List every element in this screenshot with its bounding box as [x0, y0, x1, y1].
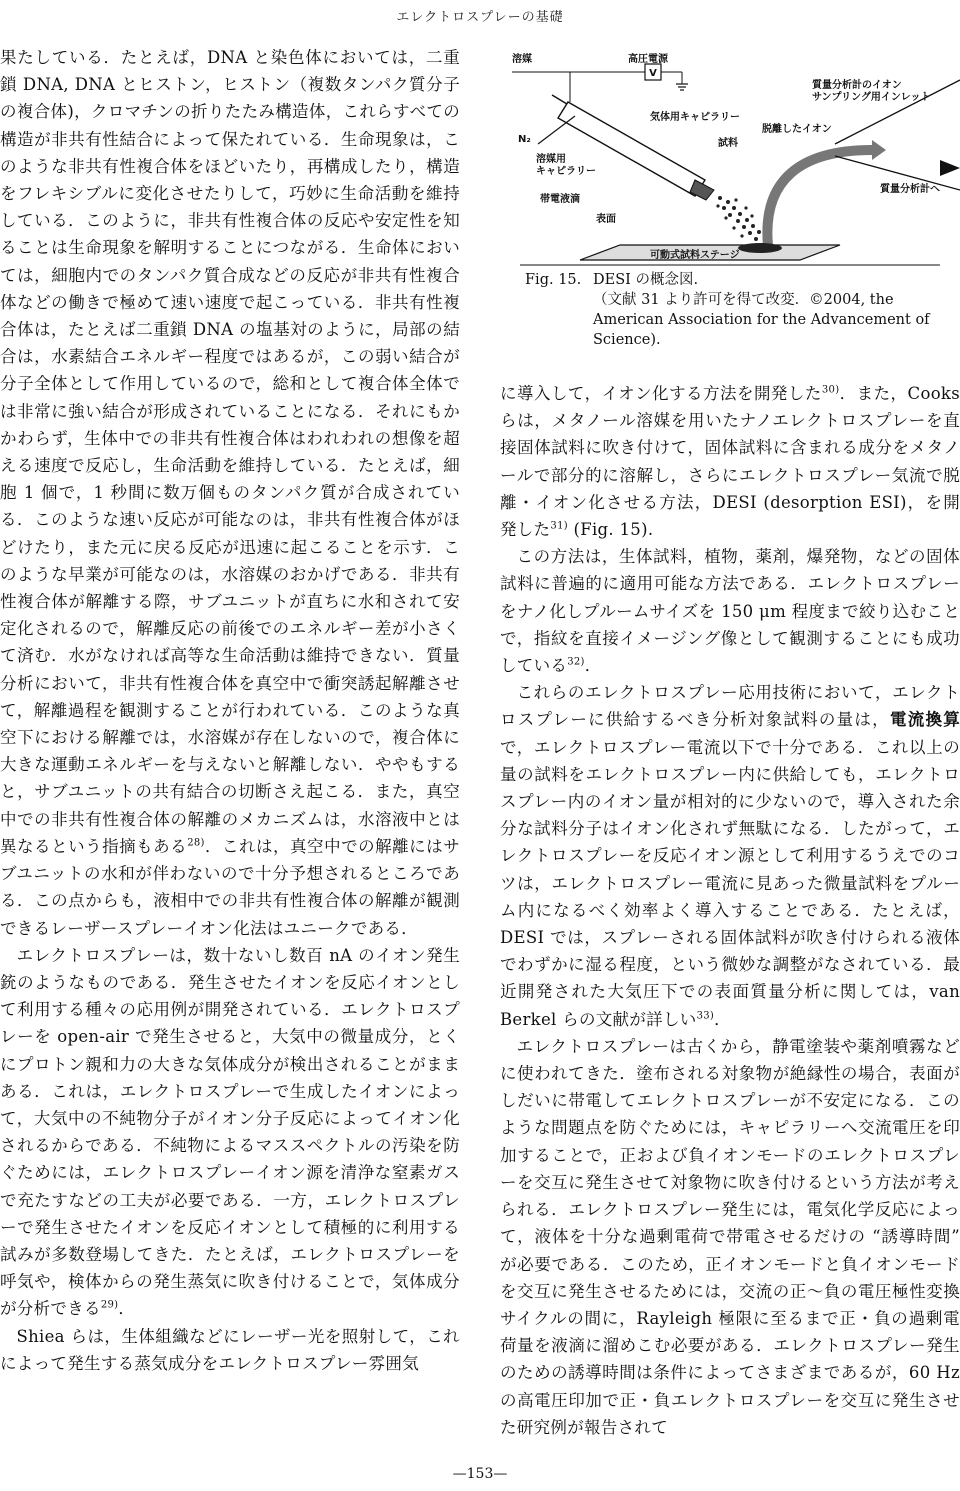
left-paragraph-2: エレクトロスプレーは，数十ないし数百 nA のイオン発生銃のようなものである．発生させたイオンを反応イオンとして利用する種々の応用例が開発されている．エレクトロスプレーを open-air で発生させると，大気中の微量成分，とくにプロトン親和力の大きな気体成分が検出されることがままある．これは，エレクトロスプレーで生成したイオンによって，大気中の不純物分子がイオン分子反応によってイオン化されるからである．不純物によるマススペクトルの汚染を防ぐためには，エレクトロスプレーイオン源を清浄な窒素ガスで充たすなどの工夫が必要である．一方，エレクトロスプレーで発生させたイオンを反応イオンとして積極的に利用する試みが多数登場してきた．たとえば，エレクトロスプレーを呼気や，検体からの発生蒸気に吹き付けることで，気体成分が分析できる$^{29)}$．: [0, 945, 460, 1319]
right-paragraph-2: この方法は，生体試料，植物，薬剤，爆発物，などの固体試料に普遍的に適用可能な方法である．エレクトロスプレーをナノ化しプルームサイズを 150 μm 程度まで絞り込むことで，指紋を直接イメージング像として観測することにも成功している$^{32)}$．: [500, 547, 960, 676]
n2-inlet-line: [538, 116, 575, 144]
label-gas-capillary: 気体用キャピラリー: [650, 112, 740, 123]
label-solvent-capillary-2: キャピラリー: [536, 166, 596, 177]
voltage-symbol: V: [649, 68, 657, 79]
running-header: エレクトロスプレーの基礎: [396, 10, 564, 25]
reference-33: 33): [696, 1010, 715, 1022]
right-paragraph-1: に導入して，イオン化する方法を開発した$^{30)}$．また，Cooks らは，メタノール溶媒を用いたナノエレクトロスプレーを直接固体試料に吹き付けて，固体試料に含まれる成分をメタノールで部分的に溶解し，さらにエレクトロスプレー気流で脱離・イオン化させる方法，DESI (desorption ESI)，を開発した$^{31)}$ (Fig. 15).: [500, 384, 960, 540]
caption-line-1: DESI の概念図.: [593, 272, 699, 288]
reference-30: 30): [821, 384, 840, 396]
label-solvent: 溶媒: [512, 54, 532, 65]
left-paragraph-3: Shiea らは，生体組織などにレーザー光を照射して，これによって発生する蒸気成分をエレクトロスプレー雰囲気: [0, 1326, 460, 1373]
emphasis-current-equivalent: 電流換算: [889, 710, 960, 730]
to-ms-arrow-icon: [940, 160, 960, 176]
label-hv-source: 高圧電源: [628, 54, 668, 65]
right-column: [500, 380, 960, 1441]
reference-29: 29): [100, 1299, 119, 1311]
right-paragraph-3: これらのエレクトロスプレー応用技術において，エレクトロスプレーに供給するべき分析対象試料の量は，電流換算で，エレクトロスプレー電流以下で十分である．これ以上の量の試料をエレクトロスプレー内に供給しても，エレクトロスプレー内のイオン量が相対的に少ないので，導入された余分な試料分子はイオン化されず無駄になる．したがって，エレクトロスプレーを反応イオン源として利用するうえでのコツは，エレクトロスプレー電流に見あった微量試料をプルーム内になるべく効率よく導入することである．たとえば，DESI では，スプレーされる固体試料が吹き付けられる液体でわずかに湿る程度，という微妙な調整がなされている．最近開発された大気圧下での表面質量分析に関しては，van Berkel らの文献が詳しい$^{33)}$．: [500, 683, 960, 1029]
caption-line-2: （文献 31 より許可を得て改変．©2004, the American Association for the Advancement of Science).: [593, 292, 930, 348]
page-number: —153—: [452, 1466, 508, 1482]
label-ion-inlet-2: サンプリング用インレット: [812, 92, 931, 103]
reference-32: 32): [567, 656, 585, 668]
label-desorbed-ions: 脱離したイオン: [762, 124, 832, 135]
caption-number: Fig. 15.: [525, 272, 582, 288]
label-sample: 試料: [718, 138, 738, 149]
desi-diagram: [500, 40, 960, 270]
figure-caption: [525, 270, 955, 350]
label-to-ms: 質量分析計へ: [880, 184, 940, 195]
reference-28: 28): [187, 837, 205, 849]
reference-31: 31): [550, 520, 568, 532]
right-paragraph-4: エレクトロスプレーは古くから，静電塗装や薬剤噴霧などに使われてきた．塗布される対象物が絶縁性の場合，表面がしだいに帯電してエレクトロスプレーが不安定になる．このような問題点を防ぐためには，キャピラリーへ交流電圧を印加することで，正および負イオンモードのエレクトロスプレーを交互に発生させて対象物に吹き付けるという方法が考えられる．エレクトロスプレー発生には，電気化学反応によって，液体を十分な過剰電荷で帯電させるだけの “誘導時間” が必要である．このため，正イオンモードと負イオンモードを交互に発生させるためには，交流の正〜負の電圧極性変換サイクルの間に，Rayleigh 極限に至るまで正・負の過剰電荷量を液滴に溜めこむ必要がある．エレクトロスプレー発生のための誘導時間は条件によってさまざまであるが，60 Hz の高電圧印加で正・負エレクトロスプレーを交互に発生させた研究例が報告されて: [500, 1036, 960, 1437]
label-solvent-capillary-1: 溶媒用: [536, 154, 566, 165]
label-stage: 可動式試料ステージ: [650, 250, 740, 261]
label-ion-inlet-1: 質量分析計のイオン: [812, 80, 902, 91]
left-paragraph-1: 果たしている．たとえば，DNA と染色体においては，二重鎖 DNA, DNA とヒストン，ヒストン（複数タンパク質分子の複合体)，クロマチンの折りたたみ構造体，これらすべての構造が非共有性結合によって保たれている．生命現象は，このような非共有性複合体をほどいたり，再構成したり，構造をフレキシブルに変化させたりして，巧妙に生命活動を維持している．このように，非共有性複合体の反応や安定性を知ることは生命現象を解明することにつながる．生命体においては，細胞内でのタンパク質合成などの反応が非共有性複合体などの働きで極めて速い速度で起こっている．非共有性複合体は，たとえば二重鎖 DNA の塩基対のように，局部の結合は，水素結合エネルギー程度ではあるが，この弱い結合が分子全体として作用しているので，総和として複合体全体では非常に強い結合が形成されていることになる．それにもかかわらず，生体中での非共有性複合体はわれわれの想像を超える速度で反応し，生命活動を維持している．たとえば，細胞 1 個で，1 秒間に数万個ものタンパク質が合成されている．このような速い反応が可能なのは，非共有性複合体がほどけたり，また元に戻る反応が迅速に起こることを示す．このような早業が可能なのは，水溶媒のおかげである．非共有性複合体が解離する際，サブユニットが直ちに水和されて安定化されるので，解離反応の前後でのエネルギー差が小さくて済む．水がなければ高等な生命活動は維持できない．質量分析において，非共有性複合体を真空中で衝突誘起解離させて，解離過程を観測することが行われている．このような真空下における解離では，水溶媒が存在しないので，複合体に大きな運動エネルギーを与えないと解離しない．ややもすると，サブユニットの共有結合の切断さえ起こる．また，真空中での非共有性複合体の解離のメカニズムは，水溶液中とは異なるという指摘もある$^{28)}$．これは，真空中での解離にはサブユニットの水和が伴わないので十分予想されるところである．この点からも，液相中での非共有性複合体の解離が観測できるレーザースプレーイオン化法はユニークである．: [0, 48, 460, 938]
left-column: [0, 44, 460, 1377]
label-n2: N₂: [518, 134, 531, 145]
sample-spot: [738, 243, 782, 253]
label-surface: 表面: [596, 214, 616, 225]
desorbed-ion-arrow: [767, 150, 872, 246]
label-charged-droplets: 帯電液滴: [540, 194, 580, 205]
